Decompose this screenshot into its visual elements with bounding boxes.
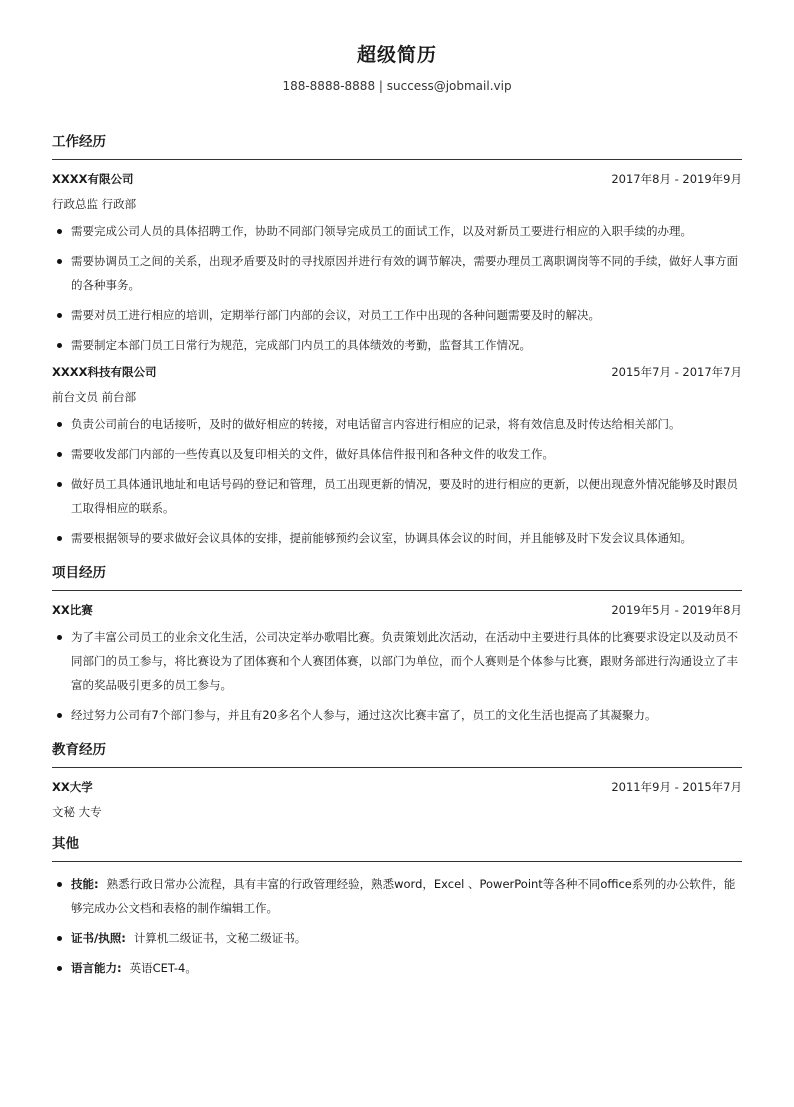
- project-entry: [52, 601, 742, 727]
- bullet-list: [52, 625, 742, 727]
- entry-role: 前台文员 前台部: [52, 390, 137, 404]
- entry-org: XX比赛: [52, 603, 93, 617]
- entry-date: 2015年7月 - 2017年7月: [611, 365, 742, 379]
- entry-org: XXXX科技有限公司: [52, 365, 157, 379]
- other-item-value: 英语CET-4。: [129, 961, 197, 975]
- section-title-education: 教育经历: [52, 741, 742, 768]
- entry-header: [52, 778, 742, 796]
- bullet-item: 做好员工具体通讯地址和电话号码的登记和管理，员工出现更新的情况，要及时的进行相应的更新，以便出现意外情况能够及时跟员工取得相应的联系。: [52, 472, 742, 520]
- work-entry: [52, 363, 742, 550]
- entry-date: 2019年5月 - 2019年8月: [611, 603, 742, 617]
- education-entry: [52, 778, 742, 821]
- bullet-list: [52, 219, 742, 357]
- entry-header: [52, 170, 742, 188]
- bullet-item: 需要制定本部门员工日常行为规范，完成部门内员工的具体绩效的考勤，监督其工作情况。: [52, 333, 742, 357]
- entry-org: XX大学: [52, 780, 93, 794]
- entry-header: [52, 601, 742, 619]
- project-section: [52, 564, 742, 727]
- bullet-item: 需要对员工进行相应的培训，定期举行部门内部的会议，对员工工作中出现的各种问题需要及时的解决。: [52, 303, 742, 327]
- other-item-key: 语言能力:: [71, 961, 122, 975]
- resume-content: [52, 133, 742, 994]
- section-title-work: 工作经历: [52, 133, 742, 160]
- section-title-other: 其他: [52, 835, 742, 862]
- entry-org: XXXX有限公司: [52, 172, 134, 186]
- section-title-projects: 项目经历: [52, 564, 742, 591]
- education-section: [52, 741, 742, 821]
- other-item-key: 证书/执照:: [71, 931, 126, 945]
- other-item-certificates: [52, 926, 742, 950]
- bullet-list: [52, 872, 742, 980]
- entry-date: 2011年9月 - 2015年7月: [611, 780, 742, 794]
- bullet-item: 需要协调员工之间的关系，出现矛盾要及时的寻找原因并进行有效的调节解决，需要办理员工离职调岗等不同的手续，做好人事方面的各种事务。: [52, 249, 742, 297]
- bullet-item: 需要完成公司人员的具体招聘工作，协助不同部门领导完成员工的面试工作，以及对新员工要进行相应的入职手续的办理。: [52, 219, 742, 243]
- other-item-value: 计算机二级证书，文秘二级证书。: [133, 931, 307, 945]
- other-item-skills: [52, 872, 742, 920]
- bullet-item: 需要收发部门内部的一些传真以及复印相关的文件，做好具体信件报刊和各种文件的收发工作。: [52, 442, 742, 466]
- work-entry: [52, 170, 742, 357]
- other-section: [52, 835, 742, 980]
- bullet-item: 负责公司前台的电话接听，及时的做好相应的转接，对电话留言内容进行相应的记录，将有效信息及时传达给相关部门。: [52, 412, 742, 436]
- work-section: [52, 133, 742, 550]
- bullet-list: [52, 412, 742, 550]
- bullet-item: 需要根据领导的要求做好会议具体的安排，提前能够预约会议室，协调具体会议的时间，并且能够及时下发会议具体通知。: [52, 526, 742, 550]
- bullet-item: 经过努力公司有7个部门参与，并且有20多名个人参与，通过这次比赛丰富了，员工的文化生活也提高了其凝聚力。: [52, 703, 742, 727]
- entry-role: 行政总监 行政部: [52, 197, 137, 211]
- entry-header: [52, 363, 742, 381]
- entry-role: 文秘 大专: [52, 805, 102, 819]
- bullet-item: 为了丰富公司员工的业余文化生活，公司决定举办歌唱比赛。负责策划此次活动，在活动中主要进行具体的比赛要求设定以及动员不同部门的员工参与，将比赛设为了团体赛和个人赛团体赛，以部门为单位，而个人赛则是个体参与比赛，跟财务部进行沟通设立了丰富的奖品吸引更多的员工参与。: [52, 625, 742, 697]
- resume-name: 超级简历: [356, 44, 437, 66]
- other-item-languages: [52, 956, 742, 980]
- other-item-value: 熟悉行政日常办公流程，具有丰富的行政管理经验，熟悉word，Excel 、PowerPoint等各种不同office系列的办公软件，能够完成办公文档和表格的制作编辑工作。: [71, 877, 736, 915]
- entry-date: 2017年8月 - 2019年9月: [611, 172, 742, 186]
- contact-line: 188-8888-8888 | success@jobmail.vip: [282, 79, 512, 93]
- other-item-key: 技能:: [71, 877, 99, 891]
